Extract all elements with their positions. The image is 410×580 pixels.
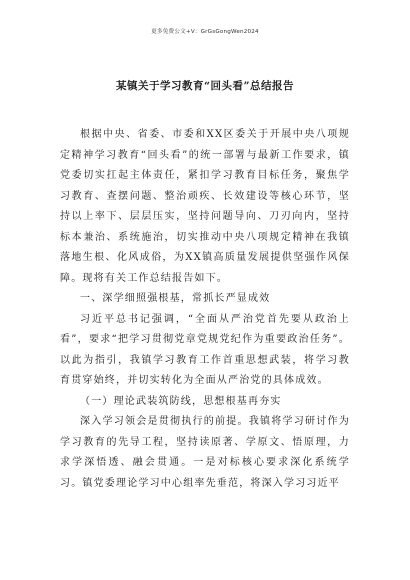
section-heading-1: 一、深学细照强根基，常抓长严显成效 xyxy=(80,293,271,304)
document-body xyxy=(60,125,350,494)
paragraph-section-1: 习近平总书记强调，“全面从严治党首先要从政治上看”，要求“把学习贯彻党章党规党纪作为重要政治任务”。以此为指引，我镇学习教育工作首重思想武装，将学习教育贯穿始终，并切实转化为全面从严治党的具体成效。 xyxy=(60,313,350,386)
header-note: 更多免费公文+V：GrGsGongWen2024 xyxy=(151,29,259,35)
document-title: 某镇关于学习教育“回头看”总结报告 xyxy=(115,80,295,92)
paragraph-intro: 根据中央、省委、市委和XX区委关于开展中央八项规定精神学习教育“回头看”的统一部署与最新工作要求，镇党委切实扛起主体责任，紧扣学习教育目标任务，聚焦学习教育、查摆问题、整治顽疾、长效建设等核心环节，坚持以上率下、层层压实，坚持问题导向、刀刃向内，坚持标本兼治、系统施治，切实推动中央八项规定精神在我镇落地生根、化风成俗，为XX镇高质量发展提供坚强作风保障。现将有关工作总结报告如下。 xyxy=(60,129,350,284)
subsection-heading-1: （一）理论武装筑防线，思想根基再夯实 xyxy=(80,395,282,407)
paragraph-subsection-1: 深入学习领会是贯彻执行的前提。我镇将学习研讨作为学习教育的先导工程，坚持读原著、学原文、悟原理，力求学深悟透、融会贯通。一是对标核心要求深化系统学习。镇党委理论学习中心组率先垂范，将深入学习习近平 xyxy=(60,416,350,489)
